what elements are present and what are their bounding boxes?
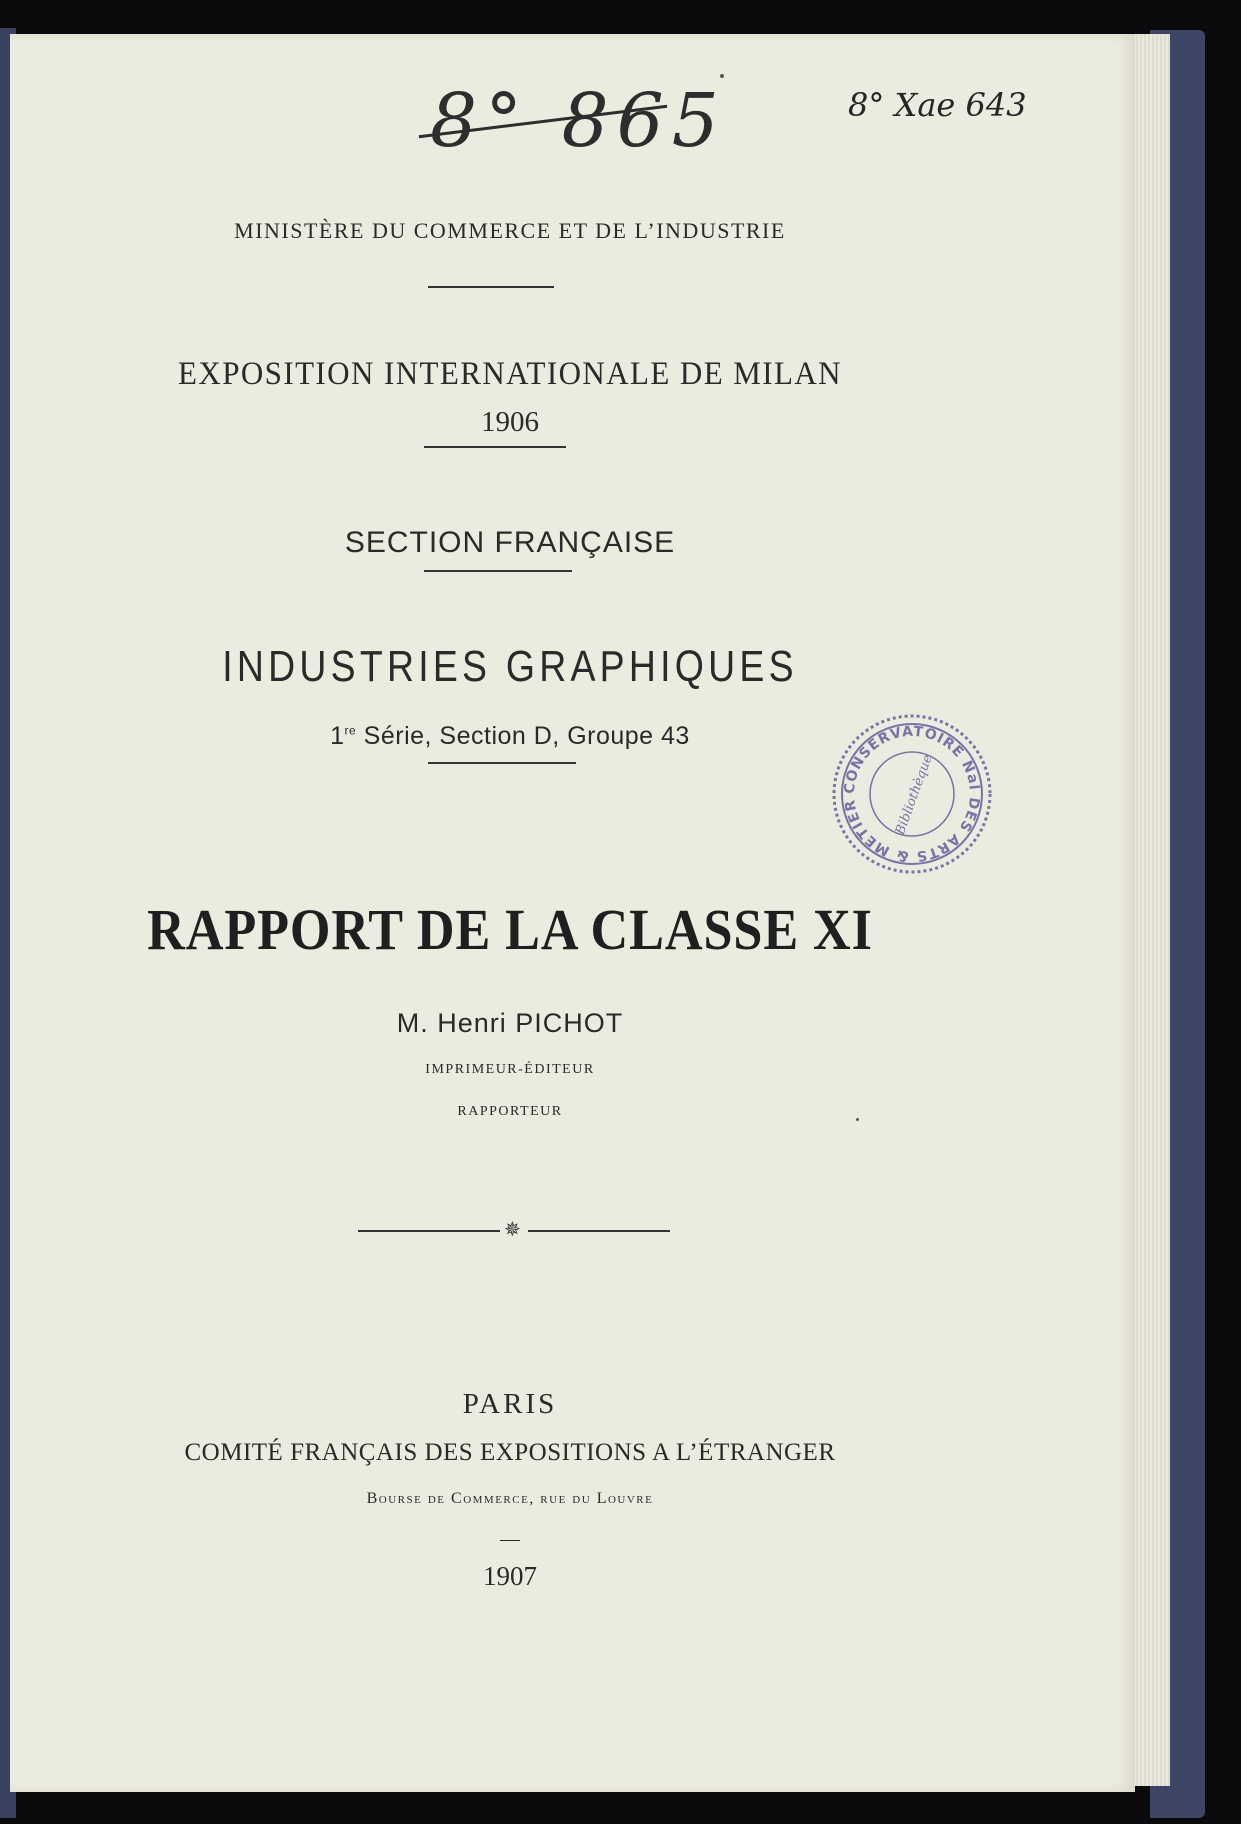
- rule-3: [424, 570, 572, 572]
- serie-number: 1: [330, 722, 345, 750]
- rule-4: [428, 762, 576, 764]
- ornament-star-icon: ✵: [504, 1219, 521, 1241]
- author-function: RAPPORTEUR: [457, 1104, 563, 1119]
- rule-2: [424, 446, 566, 448]
- ministry-line: MINISTÈRE DU COMMERCE ET DE L’INDUSTRIE: [234, 218, 786, 243]
- serie-text: Série, Section D, Groupe 43: [356, 722, 690, 750]
- paper-speck: [720, 74, 724, 78]
- library-stamp-icon: [828, 710, 996, 878]
- ornamental-divider: [358, 1219, 670, 1241]
- author-role: IMPRIMEUR-ÉDITEUR: [425, 1062, 595, 1077]
- stamp-center-text: Bibliothèque: [892, 752, 936, 837]
- publisher-name: COMITÉ FRANÇAIS DES EXPOSITIONS A L’ÉTRANGER: [184, 1439, 836, 1466]
- exposition-year: 1906: [481, 406, 539, 438]
- paper-speck: [856, 1118, 859, 1121]
- ornament-bar-right: [528, 1230, 670, 1232]
- ornament-bar-left: [358, 1230, 500, 1232]
- publication-city: PARIS: [462, 1388, 558, 1420]
- publication-year: 1907: [483, 1561, 537, 1591]
- handwritten-callmark: 8° Xae 643: [848, 86, 1027, 124]
- rule-1: [428, 286, 554, 288]
- library-stamp-seal: [828, 710, 996, 878]
- industries-title: INDUSTRIES GRAPHIQUES: [222, 642, 798, 691]
- report-title: RAPPORT DE LA CLASSE XI: [147, 897, 873, 962]
- title-page: [10, 34, 1135, 1792]
- exposition-title: EXPOSITION INTERNATIONALE DE MILAN: [178, 356, 842, 392]
- separator-dash: —: [500, 1528, 520, 1550]
- section-title: SECTION FRANÇAISE: [344, 526, 676, 559]
- author-name: M. Henri PICHOT: [396, 1008, 624, 1038]
- stamp-ring-text: CONSERVATOIRE Nal DES ARTS & MÉTIER: [841, 723, 983, 865]
- publisher-address: Bourse de Commerce, rue du Louvre: [366, 1490, 654, 1507]
- handwritten-shelfmark: 8° 865: [430, 78, 727, 164]
- serie-superscript: re: [344, 723, 357, 738]
